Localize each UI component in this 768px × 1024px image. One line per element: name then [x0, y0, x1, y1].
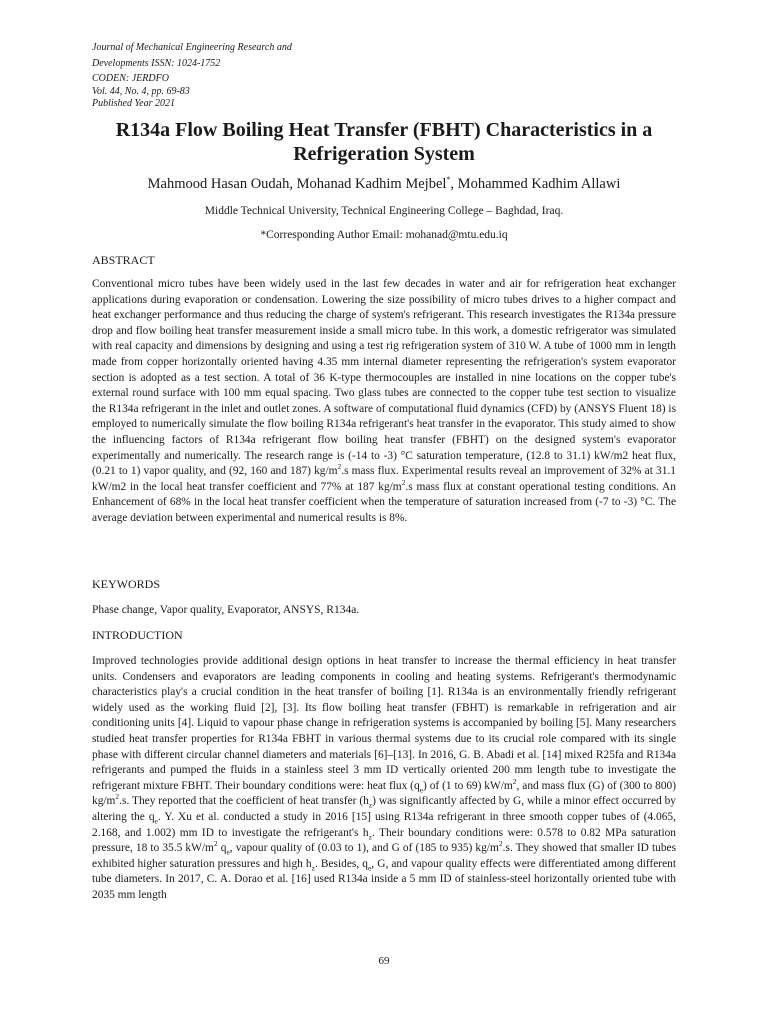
introduction-body: Improved technologies provide additional design options in heat transfer to increase the thermal efficiency in heat transfer units. Condensers and evaporators are leading components in cooling and heating systems. Refrigerant's thermodynamic characteristics play's a crucial condition in the heat transfer of boiling [1]. R134a is an environmentally friendly refrigerant widely used as the working fluid [2], [3]. Its flow boiling heat transfer (FBHT) is remarkable in refrigeration and air conditioning units [4]. Liquid to vapour phase change in refrigeration systems is accompanied by boiling [5]. Many researchers studied heat transfer properties for R134a FBHT in various thermal systems due to its crucial role compared with its single phase with different circular channel diameters and materials [6]–[13]. In 2016, G. B. Abadi et al. [14] mixed R25fa and R134a refrigerants and pumped the fluids in a stainless steel 3 mm ID vertically oriented 200 mm length tube to investigate the refrigerant mixture FBHT. Their boundary conditions were: heat flux $(q_e)$ of (1 to 69) $kW/m^2$, and mass flux (G) of (300 to 800) $kg/m^2.s$. They reported that the coefficient of heat transfer $(h_z)$ was significantly affected by G, while a minor effect occurred by altering the $q_e$. Y. Xu et al. conducted a study in 2016 [15] using R134a refrigerant in three smooth copper tubes of (4.065, 2.168, and 1.002) mm ID to investigate the refrigerant's $h_z$. Their boundary conditions were: 0.578 to 0.82 MPa saturation pressure, 18 to 35.5 $kW/m^2$ $q_e$, vapour quality of (0.03 to 1), and G of (185 to 935) $kg/m^2.s$. They showed that smaller ID tubes exhibited higher saturation pressures and high $h_z$. Besides, $q_e$, G, and vapour quality effects were differentiated among different tube diameters. In 2017, C. A. Dorao et al. [16] used R134a inside a 5 mm ID of stainless-steel horizontally oriented tube with 2035 mm length — [92, 655, 677, 901]
keywords-heading: KEYWORDS — [92, 577, 160, 591]
author-names-2: , Mohammed Kadhim Allawi — [450, 175, 621, 192]
abstract-body: Conventional micro tubes have been widely used in the last few decades in water and air for refrigeration heat exchanger applications during evaporation or condensation. Lowering the size possibility of micro tubes drives to a higher compact and heat exchanger performance and thus reducing the charge of system's refrigerant. This research investigates the R134a pressure drop and flow boiling heat transfer measurement inside a small micro tube. In this work, a domestic refrigerator was simulated with real capacity and dimensions by designing and using a test rig refrigeration system of 310 W. A tube of 1000 mm in length made from copper horizontally oriented having 4.35 mm internal diameter representing the refrigeration's system evaporator section is adopted as a test section. A total of 36 K-type thermocouples are installed in nine locations on the copper tube's external round surface with 100 mm equal spacing. Two glass tubes are connected to the copper tube test section to visualize the R134a refrigerant in the inlet and outlet zones. A software of computational fluid dynamics (CFD) by (ANSYS Fluent 18) is employed to numerically simulate the flow boiling R134a refrigerant's heat transfer in the evaporator. This study aimed to show the influencing factors of R134a refrigerant flow boiling heat transfer (FBHT) on the designed system's evaporator experimentally and numerically. The research range is (-14 to -3) °C saturation temperature, (12.8 to 31.1) kW/m2 heat flux, (0.21 to 1) vapor quality, and (92, 160 and 187) $kg/m^2.s$ mass flux. Experimental results reveal an improvement of 32% at 31.1 kW/m2 in the local heat transfer coefficient and 77% at 187 $kg/m^2.s$ mass flux at constant operational testing conditions. An Enhancement of 68% in the local heat transfer coefficient when the temperature of saturation increased from (-7 to -3) °C. The average deviation between experimental and numerical results is 8%. — [92, 278, 676, 524]
keywords-text: Phase change, Vapor quality, Evaporator, ANSYS, R134a. — [92, 604, 360, 616]
volume-info: Vol. 44, No. 4, pp. 69-83 — [92, 85, 190, 97]
author-names-1: Mahmood Hasan Oudah, Mohanad Kadhim Mejbel — [147, 175, 447, 192]
journal-name-line1: Journal of Mechanical Engineering Research and — [92, 42, 292, 53]
coden: CODEN: JERDFO — [92, 73, 169, 84]
journal-name-line2: Developments ISSN: 1024-1752 — [92, 57, 221, 69]
affiliation: Middle Technical University, Technical Engineering College – Baghdad, Iraq. — [204, 205, 564, 217]
published-year: Published Year 2021 — [92, 98, 175, 109]
paper-title: R134a Flow Boiling Heat Transfer (FBHT) Characteristics in a Refrigeration System — [115, 119, 653, 165]
journal-header — [92, 42, 292, 111]
abstract-heading: ABSTRACT — [92, 253, 155, 267]
author-list — [80, 175, 688, 193]
corresponding-author: *Corresponding Author Email: mohanad@mtu.edu.iq — [260, 229, 508, 241]
page-number: 69 — [378, 955, 390, 967]
corresponding-mark: * — [446, 175, 451, 184]
introduction-heading: INTRODUCTION — [92, 628, 183, 642]
